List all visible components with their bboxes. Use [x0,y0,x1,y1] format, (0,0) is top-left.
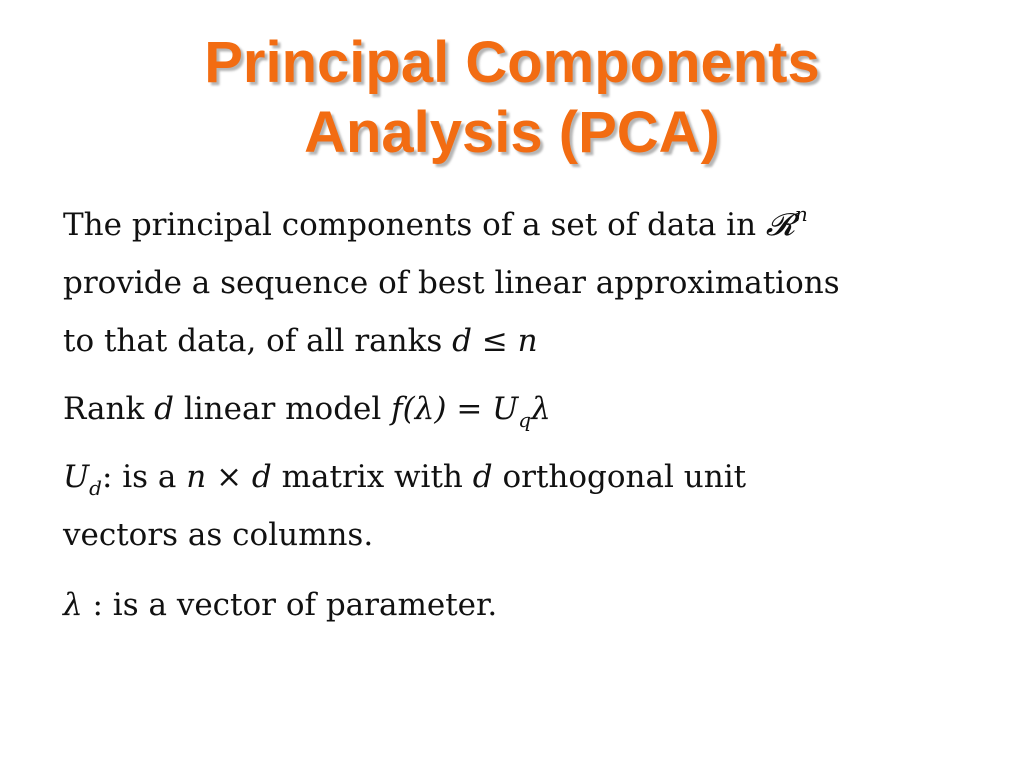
matrix-symbol: U [63,459,90,495]
matrix-subscript: d [89,476,102,500]
matrix-dimensions: n × d [186,459,272,495]
slide-title [0,28,1024,168]
paragraph-parameter [63,576,963,634]
model-equation-lhs: f(λ) = U [391,391,519,427]
rank-text: Rank [63,391,155,427]
paragraph-matrix [63,448,963,564]
real-space-symbol: 𝓡 [765,207,795,243]
linear-model-line [63,380,963,438]
model-equation-rhs: λ [531,391,551,427]
rank-inequality: d ≤ n [452,323,538,359]
definition-text: The principal components of a set of data in [63,207,766,243]
matrix-line-2: vectors as columns. [63,517,374,553]
model-equation-subscript: q [518,408,532,432]
matrix-text-3: orthogonal unit [492,459,747,495]
lambda-symbol: λ [63,587,83,623]
linear-model-text: linear model [174,391,392,427]
title-line-1: Principal Components [204,30,820,95]
matrix-text-2: matrix with [271,459,473,495]
slide-body [63,196,963,634]
title-line-2: Analysis (PCA) [304,100,720,165]
ranks-text: to that data, of all ranks [63,323,453,359]
definition-line-1 [63,196,963,254]
dimension-superscript: n [794,202,808,226]
paragraph-definition [63,196,963,370]
parameter-line [63,576,963,634]
rank-variable: d [154,391,174,427]
matrix-line-1 [63,448,963,506]
definition-line-3 [63,312,963,370]
matrix-column-count: d [472,459,493,495]
paragraph-linear-model [63,380,963,438]
matrix-text-1: : is a [101,459,187,495]
parameter-text: : is a vector of parameter. [82,587,498,623]
definition-line-2: provide a sequence of best linear approximations [63,265,840,301]
